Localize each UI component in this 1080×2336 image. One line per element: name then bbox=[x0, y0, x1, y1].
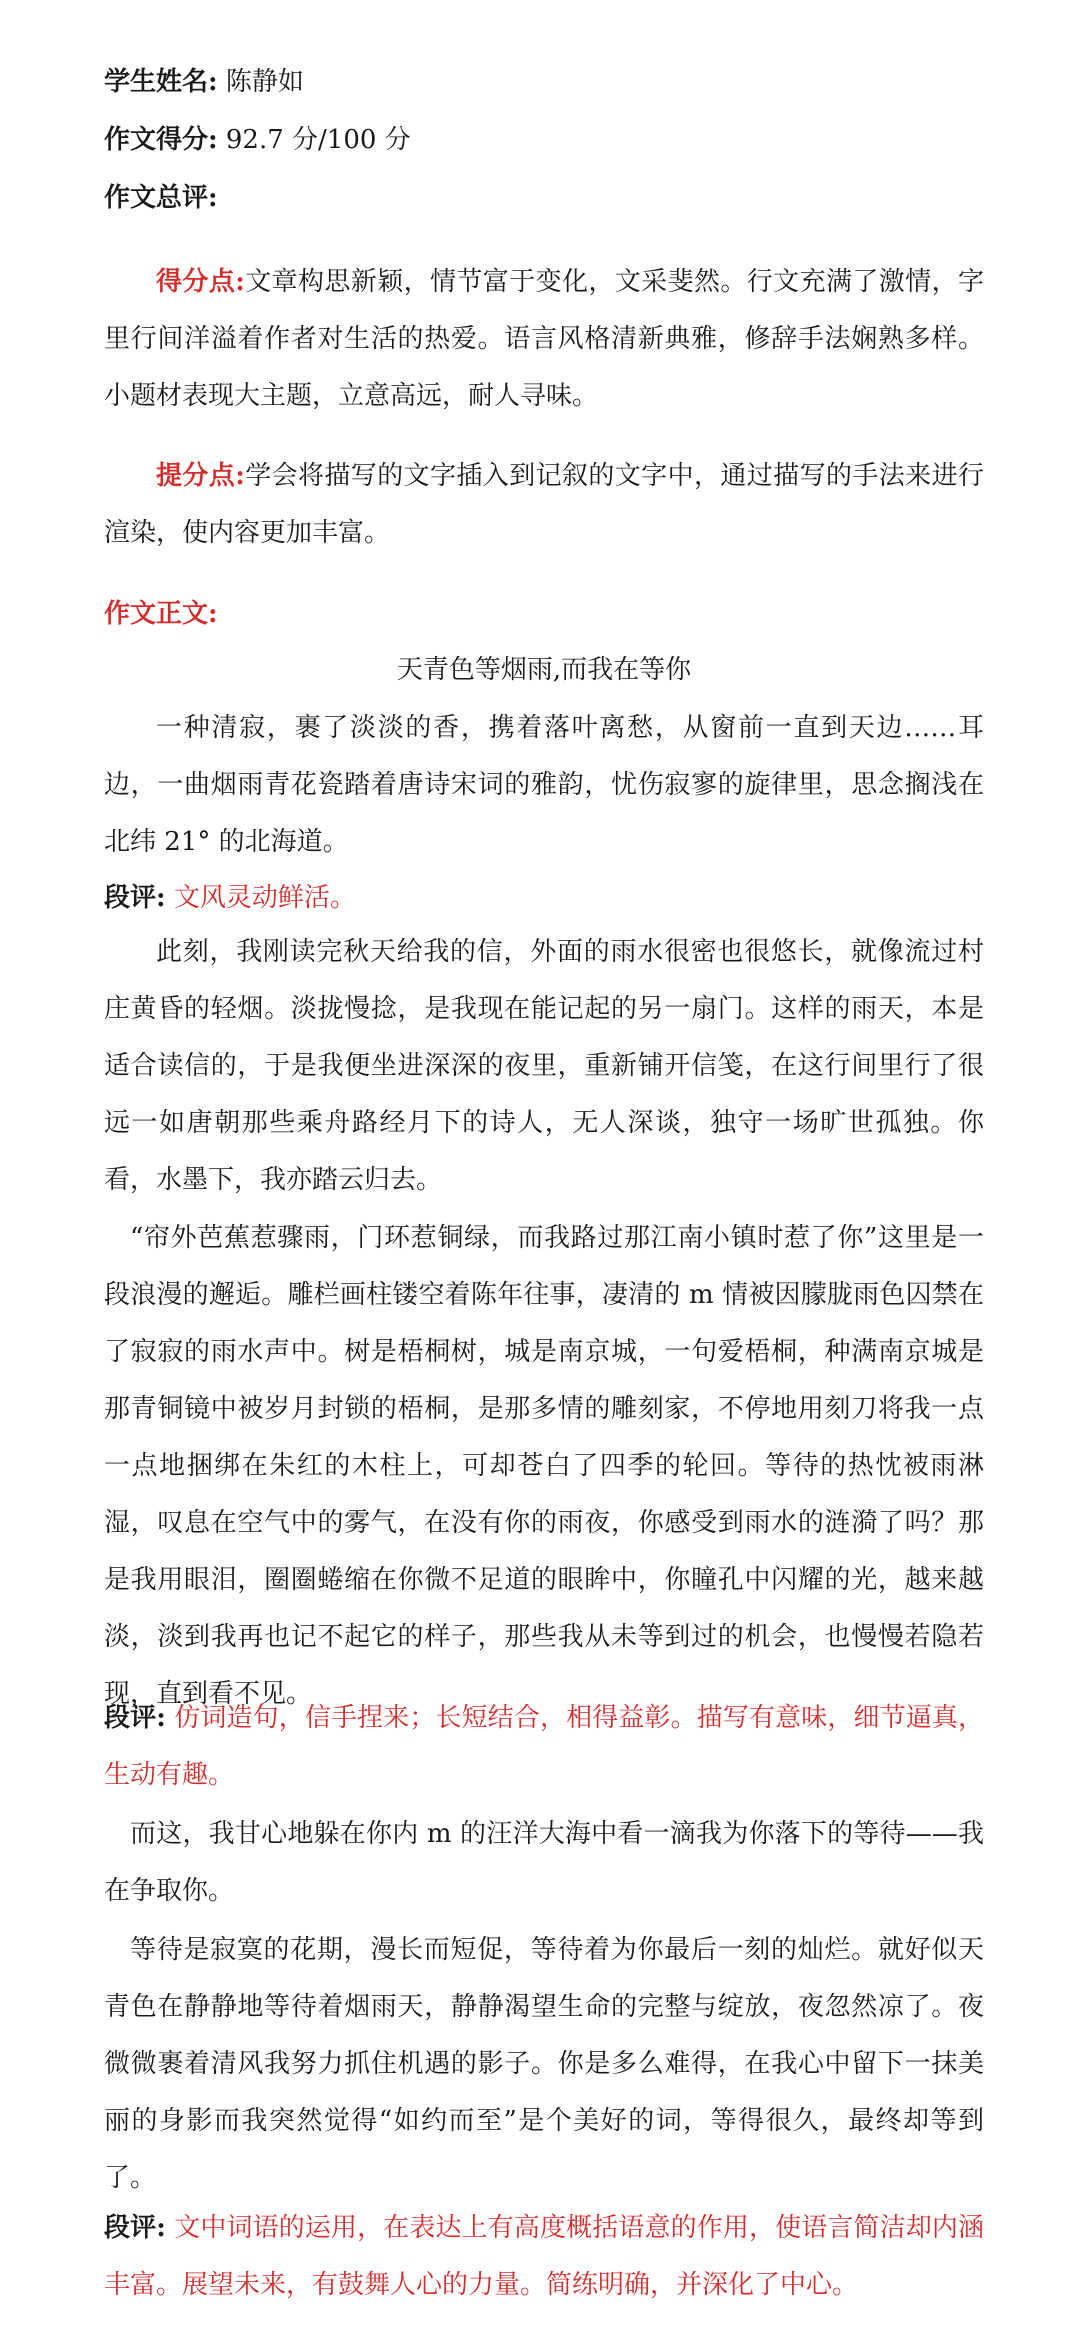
essay-paragraph-4: 而这，我甘心地躲在你内 m 的汪洋大海中看一滴我为你落下的等待——我在争取你。 bbox=[104, 1819, 984, 1906]
comment-2-text: 仿词造句，信手捏来；长短结合，相得益彰。描写有意味，细节逼真，生动有趣。 bbox=[104, 1703, 984, 1790]
improve-text: 学会将描写的文字插入到记叙的文字中，通过描写的手法来进行渲染，使内容更加丰富。 bbox=[104, 461, 984, 548]
improve-paragraph bbox=[104, 448, 984, 562]
essay-paragraph-1: 一种清寂，裹了淡淡的香，携着落叶离愁，从窗前一直到天边……耳边，一曲烟雨青花瓷踏着唐诗宋词的雅韵，忧伤寂寥的旋律里，思念搁浅在北纬 21° 的北海道。 bbox=[104, 713, 984, 857]
comment-1-text: 文风灵动鲜活。 bbox=[173, 883, 356, 913]
essay-paragraph-5: 等待是寂寞的花期，漫长而短促，等待着为你最后一刻的灿烂。就好似天青色在静静地等待着烟雨天，静静渴望生命的完整与绽放，夜忽然凉了。夜微微裹着清风我努力抓住机遇的影子。你是多么难得，在我心中留下一抹美丽的身影而我突然觉得“如约而至”是个美好的词，等得很久，最终却等到了。 bbox=[104, 1935, 984, 2193]
student-name-value: 陈静如 bbox=[225, 67, 304, 97]
merits-text: 文章构思新颖，情节富于变化，文采斐然。行文充满了激情，字里行间洋溢着作者对生活的热爱。语言风格清新典雅，修辞手法娴熟多样。小题材表现大主题，立意高远，耐人寻味。 bbox=[104, 267, 984, 411]
comment-2 bbox=[104, 1690, 984, 1804]
comment-3-label: 段评: bbox=[104, 2213, 166, 2243]
review-line bbox=[104, 178, 218, 218]
comment-1-label: 段评: bbox=[104, 883, 166, 913]
comment-3 bbox=[104, 2200, 984, 2314]
improve-label: 提分点: bbox=[156, 461, 245, 491]
essay-paragraph-3: “帘外芭蕉惹骤雨，门环惹铜绿，而我路过那江南小镇时惹了你”这里是一段浪漫的邂逅。雕栏画柱镂空着陈年往事，凄清的 m 情被因朦胧雨色囚禁在了寂寂的雨水声中。树是梧桐树，城是南京城，一句爱梧桐，种满南京城是那青铜镜中被岁月封锁的梧桐，是那多情的雕刻家，不停地用刻刀将我一点一点地捆绑在朱红的木柱上，可却苍白了四季的轮回。等待的热忱被雨淋湿，叹息在空气中的雾气，在没有你的雨夜，你感受到雨水的涟漪了吗？那是我用眼泪，圈圈蜷缩在你微不足道的眼眸中，你瞳孔中闪耀的光，越来越淡，淡到我再也记不起它的样子，那些我从未等到过的机会，也慢慢若隐若现，直到看不见。 bbox=[104, 1223, 984, 1709]
student-name-label: 学生姓名: bbox=[104, 67, 218, 97]
essay-title: 天青色等烟雨,而我在等你 bbox=[396, 655, 692, 685]
merits-label: 得分点: bbox=[156, 267, 245, 297]
review-label: 作文总评: bbox=[104, 183, 218, 213]
score-label: 作文得分: bbox=[104, 125, 218, 155]
score-value: 92.7 分/100 分 bbox=[225, 125, 411, 155]
essay-label-line bbox=[104, 594, 218, 634]
score-line bbox=[104, 120, 411, 160]
comment-2-label: 段评: bbox=[104, 1703, 166, 1733]
comment-1 bbox=[104, 870, 984, 927]
student-name-line bbox=[104, 62, 304, 102]
merits-paragraph bbox=[104, 254, 984, 425]
essay-paragraph-2: 此刻，我刚读完秋天给我的信，外面的雨水很密也很悠长，就像流过村庄黄昏的轻烟。淡拢慢捻，是我现在能记起的另一扇门。这样的雨天，本是适合读信的，于是我便坐进深深的夜里，重新铺开信笺，在这行间里行了很远一如唐朝那些乘舟路经月下的诗人，无人深谈，独守一场旷世孤独。你看，水墨下，我亦踏云归去。 bbox=[104, 937, 984, 1195]
essay-label: 作文正文: bbox=[104, 599, 218, 629]
comment-3-text: 文中词语的运用，在表达上有高度概括语意的作用，使语言简洁却内涵丰富。展望未来，有鼓舞人心的力量。简练明确，并深化了中心。 bbox=[104, 2213, 984, 2300]
